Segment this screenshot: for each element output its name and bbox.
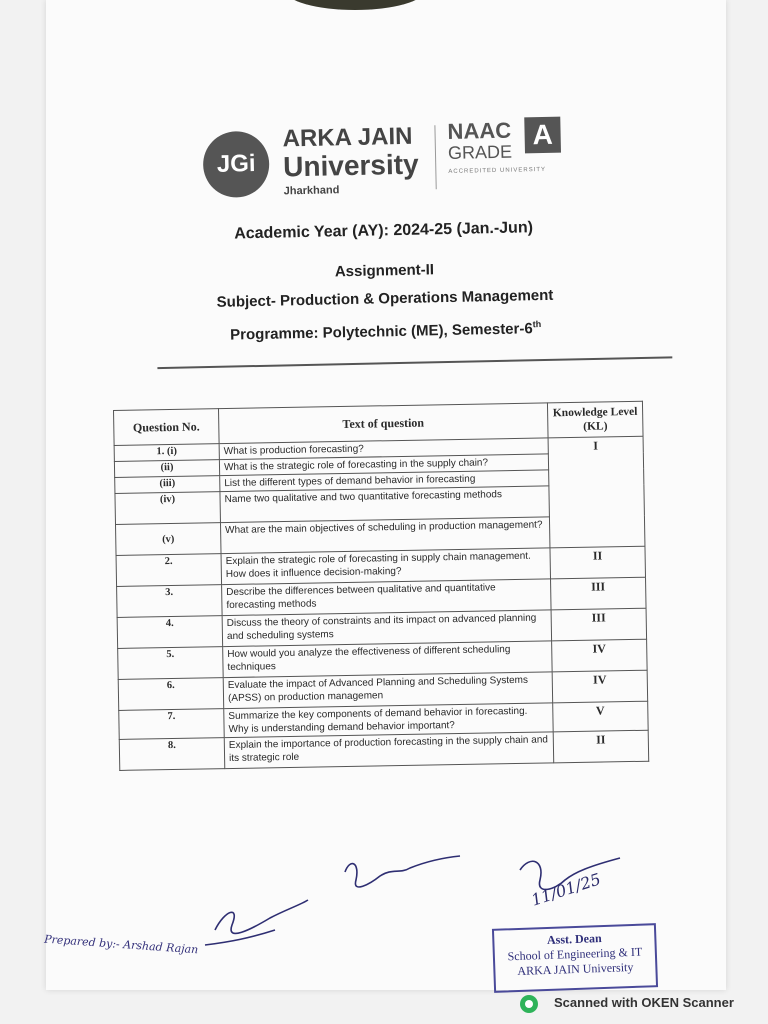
prepared-by-signature: Prepared by:- Arshad Rajan (43, 932, 199, 957)
question-text: Name two qualitative and two quantitative forecasting methods (220, 486, 549, 523)
knowledge-level: II (553, 730, 649, 763)
university-name-line2: University (282, 148, 419, 183)
header-text-of-question: Text of question (218, 403, 548, 444)
subject-title: Subject- Production & Operations Management (216, 286, 554, 311)
accredited-label: ACCREDITED UNIVERSITY (448, 166, 547, 175)
question-number: 2. (116, 554, 222, 587)
programme-text: Programme: Polytechnic (ME), Semester-6 (230, 320, 533, 344)
knowledge-level: V (553, 701, 648, 732)
left-signature (205, 900, 308, 945)
question-text: List the different types of demand behavior in forecasting (220, 470, 549, 492)
knowledge-level: III (551, 577, 647, 610)
question-number: 6. (118, 678, 224, 711)
question-number: (ii) (114, 460, 219, 478)
question-number: 7. (119, 709, 224, 740)
question-text: Summarize the key components of demand behavior in forecasting. Why is understanding demand behavior important? (224, 703, 553, 738)
question-number: 3. (117, 585, 223, 618)
naac-grade-box: A (524, 117, 561, 154)
scanner-watermark (516, 992, 768, 1016)
knowledge-level: IV (552, 670, 648, 703)
header-knowledge-level: Knowledge Level (KL) (547, 401, 643, 438)
header-question-no: Question No. (114, 409, 220, 446)
stamp-university: ARKA JAIN University (517, 959, 634, 979)
academic-year: Academic Year (AY): 2024-25 (Jan.-Jun) (234, 219, 534, 243)
oken-scanner-icon (520, 995, 538, 1013)
question-text: Evaluate the impact of Advanced Planning and Scheduling Systems (APSS) on production managemen (223, 672, 552, 709)
question-text: Describe the differences between qualitative and quantitative forecasting methods (222, 579, 551, 616)
knowledge-level: III (551, 608, 647, 641)
jgi-logo-icon: JGi (202, 131, 269, 198)
question-text: What is the strategic role of forecasting in the supply chain? (219, 454, 548, 476)
knowledge-level: I (548, 436, 645, 548)
question-text: Explain the strategic role of forecasting in supply chain management. How does it influence decision-making? (221, 548, 550, 585)
knowledge-level: IV (552, 639, 648, 672)
question-text: Discuss the theory of constraints and its impact on advanced planning and scheduling systems (222, 610, 551, 647)
question-number: (iv) (115, 492, 221, 525)
question-number: (v) (115, 523, 221, 556)
grade-label: GRADE (447, 141, 513, 163)
knowledge-level: II (550, 546, 646, 579)
stamp-school: School of Engineering & IT (507, 944, 643, 964)
center-signature (345, 856, 460, 887)
university-location: Jharkhand (283, 184, 340, 198)
stamp-title: Asst. Dean (546, 931, 602, 947)
signature-date: 11/01/25 (528, 869, 604, 910)
university-name-line1: ARKA JAIN (282, 122, 413, 153)
dean-stamp (492, 923, 658, 993)
semester-suffix: th (532, 319, 542, 330)
question-number: 4. (117, 616, 223, 649)
question-number: (iii) (115, 476, 220, 494)
scanner-text: Scanned with OKEN Scanner (554, 995, 734, 1010)
question-number: 1. (i) (114, 444, 219, 462)
assignment-title: Assignment-II (334, 261, 435, 281)
question-text: Explain the importance of production forecasting in the supply chain and its strategic role (224, 732, 553, 769)
question-number: 8. (119, 738, 225, 771)
question-text: How would you analyze the effectiveness of different scheduling techniques (223, 641, 552, 678)
question-text: What is production forecasting? (219, 438, 548, 460)
naac-label: NAAC (447, 117, 512, 144)
question-text: What are the main objectives of scheduling in production management? (220, 517, 549, 554)
question-number: 5. (118, 647, 224, 680)
